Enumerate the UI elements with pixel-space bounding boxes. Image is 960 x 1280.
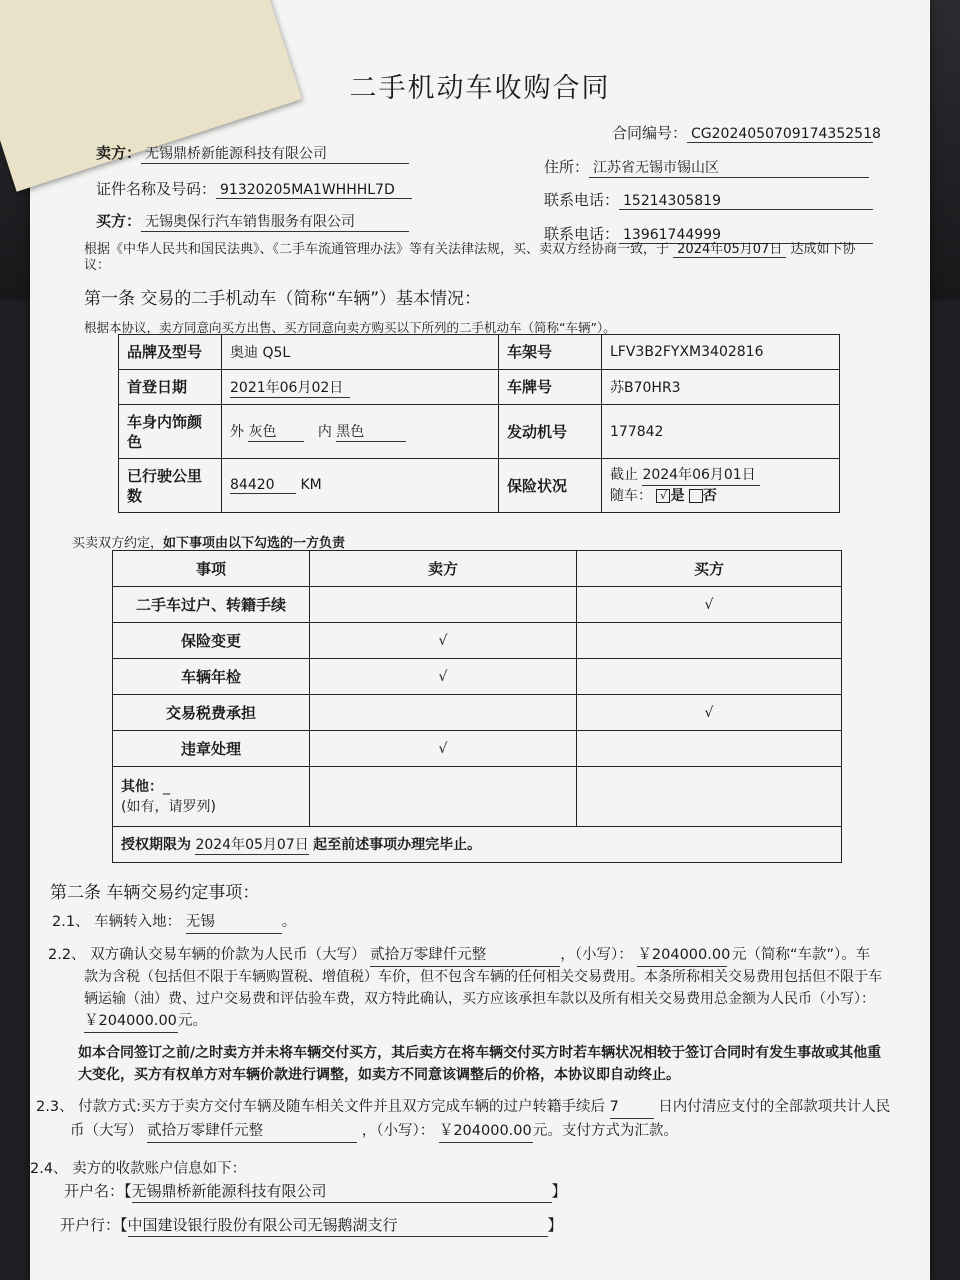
seller-phone-row [544, 189, 873, 210]
seller-check [310, 695, 577, 731]
buyer-check [577, 731, 842, 767]
other-blank: _ [163, 778, 170, 795]
preamble-date: 2024年05月07日 [673, 238, 786, 258]
section-2-2-line-3: 辆运输（油）费、过户交易费和评估验车费，双方特此确认，买方应该承担车款以及所有相关交易费用总金额为人民币（小写）： [84, 991, 875, 1007]
responsibility-intro [72, 532, 345, 551]
reg-date-value: 2021年06月02日 [230, 377, 350, 398]
seller-check [310, 767, 577, 827]
yuan: 元。 [178, 1013, 207, 1029]
seller-phone-label: 联系电话： [544, 191, 620, 209]
bracket: 】 [547, 1216, 563, 1234]
table-row-auth [113, 827, 842, 863]
table-row [113, 623, 842, 659]
seller-check: √ [310, 623, 577, 659]
resp-intro-text: 买卖双方约定， [72, 536, 164, 551]
mileage-cell [222, 459, 499, 513]
account-bank-row [60, 1214, 563, 1237]
address-label: 住所： [544, 158, 590, 176]
brand-label: 品牌及型号 [119, 335, 222, 370]
table-row [113, 695, 842, 731]
preamble-line-1 [84, 238, 855, 258]
total-amount: ￥204000.00 [84, 1010, 178, 1033]
yes-checkbox[interactable]: √ [656, 489, 670, 503]
section-number: 2.4、 [30, 1161, 68, 1177]
other-label: 其他： [121, 778, 163, 795]
interior-color: 黑色 [336, 421, 406, 442]
plate-value: 苏B70HR3 [602, 370, 840, 405]
buyer-check: √ [577, 695, 842, 731]
brand-value: 奥迪 Q5L [222, 335, 499, 370]
seller-value: 无锡鼎桥新能源科技有限公司 [141, 143, 409, 164]
price-lower: ￥204000.00 [637, 944, 727, 967]
item-cell: 保险变更 [113, 623, 310, 659]
address-value: 江苏省无锡市锡山区 [589, 157, 869, 178]
with-car-label: 随车： [610, 488, 652, 504]
price-text-3: 元（简称“车款”）。车 [732, 947, 871, 963]
table-row-other [113, 767, 842, 827]
contract-no-value: CG2024050709174352518 [687, 126, 873, 143]
price-upper: 贰拾万零肆仟元整 [370, 944, 560, 967]
section-2-3-line-2 [70, 1120, 678, 1143]
account-name-value: 无锡鼎桥新能源科技有限公司 [132, 1180, 552, 1203]
mileage-label: 已行驶公里数 [119, 459, 222, 513]
preamble-line-2: 议： [84, 258, 111, 273]
article-1-title: 第一条 交易的二手机动车（简称“车辆”）基本情况： [84, 289, 482, 309]
transfer-location-label: 车辆转入地： [94, 914, 182, 930]
vehicle-info-table [118, 334, 840, 513]
bold-clause-line-2: 大变化，买方有权单方对车辆价款进行调整，如卖方不同意该调整后的价格，本协议即自动终止。 [78, 1067, 680, 1083]
price-text: 双方确认交易车辆的价款为人民币（大写） [90, 947, 366, 963]
payment-text-3: 币（大写） [70, 1123, 143, 1139]
buyer-label: 买方： [96, 212, 142, 230]
section-2-2-line-4 [84, 1010, 207, 1033]
responsibility-table [112, 550, 842, 863]
payment-days: 7 [610, 1096, 654, 1119]
buyer-row [96, 210, 409, 232]
auth-tail: 起至前述事项办理完毕止。 [313, 837, 482, 853]
section-2-2-line-1 [48, 944, 870, 967]
period: 。 [281, 914, 297, 930]
buyer-check [577, 659, 842, 695]
account-title: 卖方的收款账户信息如下： [72, 1161, 247, 1177]
seller-row [96, 142, 409, 164]
account-name-label: 开户名：【 [64, 1182, 132, 1200]
bracket: 】 [551, 1182, 567, 1200]
table-row [113, 587, 842, 623]
insurance-date: 2024年06月01日 [642, 465, 760, 486]
color-cell [222, 405, 499, 459]
price-text-2: ，（小写）： [560, 947, 633, 963]
seller-phone-value: 15214305819 [619, 193, 873, 210]
buyer-check [577, 767, 842, 827]
mileage-unit: KM [300, 477, 322, 493]
address-row [544, 156, 869, 178]
auth-date: 2024年05月07日 [195, 834, 308, 855]
plate-label: 车牌号 [499, 370, 602, 405]
reg-date-cell [222, 370, 499, 405]
preamble-text: 根据《中华人民共和国民法典》、《二手车流通管理办法》等有关法律法规，买、卖双方经协商一致，于 [84, 242, 670, 257]
section-2-3-line-1 [36, 1096, 890, 1119]
no-label: 否 [702, 488, 717, 504]
section-number: 2.1、 [52, 914, 90, 930]
id-row [96, 178, 412, 199]
vin-label: 车架号 [499, 335, 602, 370]
engine-label: 发动机号 [499, 405, 602, 459]
item-cell: 违章处理 [113, 731, 310, 767]
other-cell [113, 767, 310, 827]
insurance-cell [602, 459, 840, 513]
section-2-4 [30, 1158, 246, 1180]
vin-value: LFV3B2FYXM3402816 [602, 335, 840, 370]
contract-no [612, 122, 881, 143]
account-bank-value: 中国建设银行股份有限公司无锡鹅湖支行 [128, 1214, 548, 1237]
yes-label: 是 [670, 488, 685, 504]
header-seller: 卖方 [310, 551, 577, 587]
id-label: 证件名称及号码： [96, 180, 217, 198]
section-2-2-line-2: 款为含税（包括但不限于车辆购置税、增值税）车价，但不包含车辆的任何相关交易费用。本条所称相关交易费用包括但不限于车 [84, 969, 882, 985]
id-value: 91320205MA1WHHHL7D [216, 182, 412, 199]
buyer-check [577, 623, 842, 659]
exterior-color: 灰色 [248, 421, 304, 442]
table-row [119, 370, 840, 405]
engine-value: 177842 [602, 405, 840, 459]
preamble-tail: 达成如下协 [790, 242, 856, 257]
mileage-value: 84420 [230, 477, 296, 494]
auth-cell [113, 827, 842, 863]
buyer-check: √ [577, 587, 842, 623]
insurance-prefix: 截止 [610, 467, 638, 483]
item-cell: 二手车过户、转籍手续 [113, 587, 310, 623]
section-2-1 [52, 911, 296, 934]
interior-prefix: 内 [317, 424, 332, 440]
contract-no-label: 合同编号： [612, 124, 688, 142]
table-row [113, 659, 842, 695]
seller-check: √ [310, 731, 577, 767]
auth-label: 授权期限为 [121, 837, 191, 853]
reg-date-label: 首登日期 [119, 370, 222, 405]
payment-upper: 贰拾万零肆仟元整 [147, 1120, 357, 1143]
account-bank-label: 开户行：【 [60, 1216, 128, 1234]
payment-lower: ￥204000.00 [439, 1120, 533, 1143]
resp-intro-bold: 如下事项由以下勾选的一方负责 [163, 536, 346, 551]
payment-text-4: ，（小写）： [361, 1123, 435, 1139]
buyer-phone-value: 13961744999 [619, 227, 873, 244]
payment-text-5: 元。支付方式为汇款。 [532, 1123, 678, 1139]
table-row [119, 459, 840, 513]
header-buyer: 买方 [577, 551, 842, 587]
table-header-row [113, 551, 842, 587]
account-name-row [64, 1180, 567, 1203]
payment-text: 付款方式:买方于卖方交付车辆及随车相关文件并且双方完成车辆的过户转籍手续后 [78, 1099, 606, 1115]
article-2-title: 第二条 车辆交易约定事项： [50, 883, 260, 903]
document-title: 二手机动车收购合同 [349, 73, 611, 104]
item-cell: 交易税费承担 [113, 695, 310, 731]
item-cell: 车辆年检 [113, 659, 310, 695]
no-checkbox[interactable] [689, 489, 703, 503]
section-number: 2.3、 [36, 1099, 74, 1115]
seller-check [310, 587, 577, 623]
table-row [113, 731, 842, 767]
color-label: 车身内饰颜色 [119, 405, 222, 459]
seller-check: √ [310, 659, 577, 695]
insurance-label: 保险状况 [499, 459, 602, 513]
transfer-location-value: 无锡 [186, 911, 282, 934]
bold-clause-line-1: 如本合同签订之前/之时卖方并未将车辆交付买方，其后卖方在将车辆交付买方时若车辆状况相较于签订合同时有发生事故或其他重 [78, 1045, 882, 1061]
other-note: (如有，请罗列) [121, 798, 216, 815]
seller-label: 卖方： [96, 144, 142, 162]
header-item: 事项 [113, 551, 310, 587]
table-row [119, 335, 840, 370]
exterior-prefix: 外 [230, 424, 244, 440]
buyer-phone-label: 联系电话： [544, 225, 620, 243]
section-number: 2.2、 [48, 947, 86, 963]
table-row [119, 405, 840, 459]
payment-text-2: 日内付清应支付的全部款项共计人民 [658, 1099, 891, 1115]
article-1-intro: 根据本协议，卖方同意向买方出售、买方同意向卖方购买以下所列的二手机动车（简称“车辆”）。 [84, 320, 616, 335]
buyer-value: 无锡奥保行汽车销售服务有限公司 [141, 211, 409, 232]
